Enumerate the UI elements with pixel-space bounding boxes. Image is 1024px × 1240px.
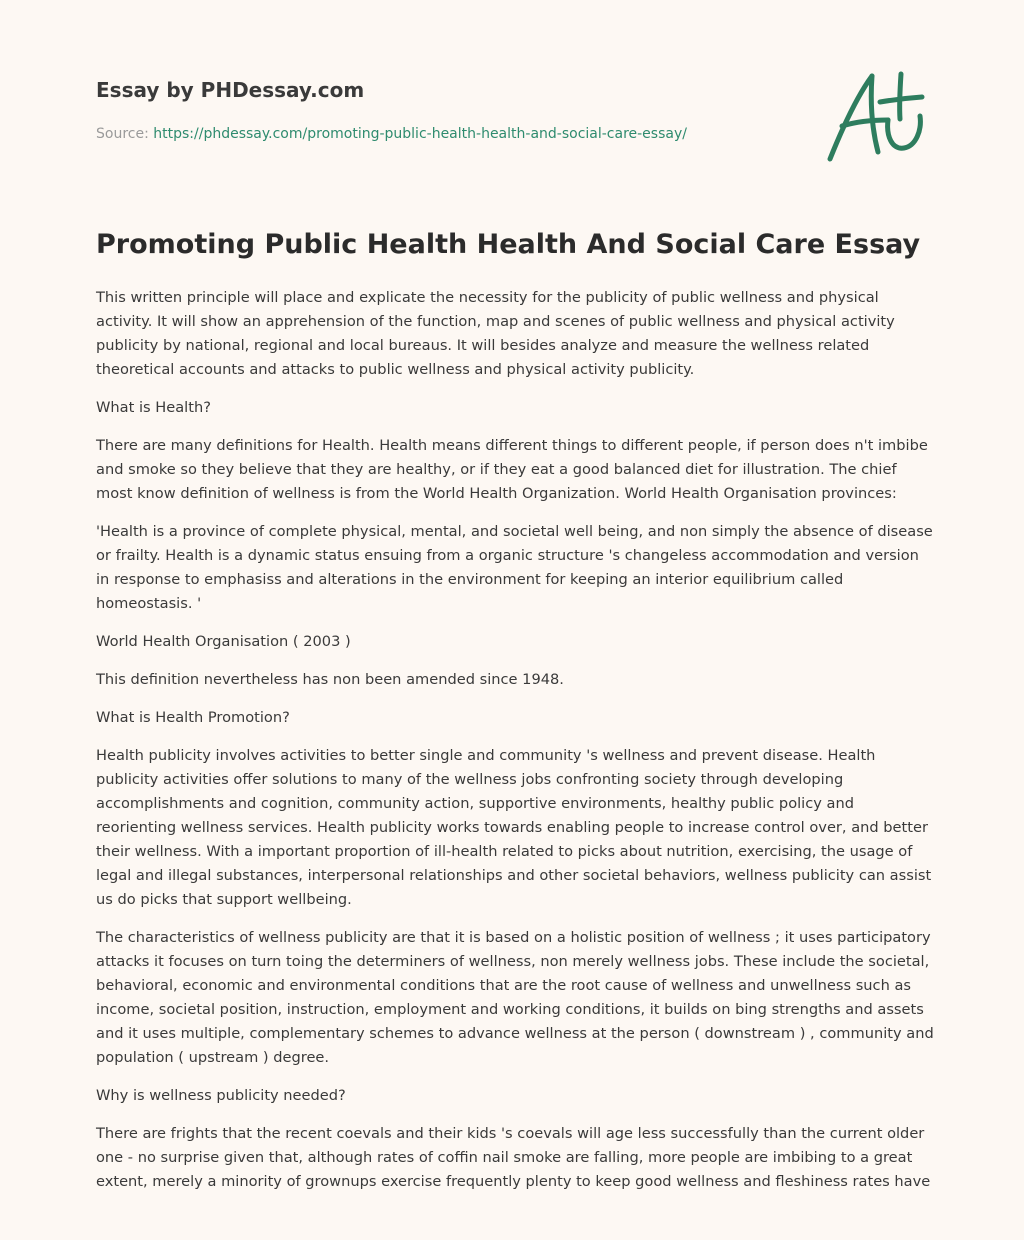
paragraph-health-publicity: Health publicity involves activities to better single and community 's wellness and prevent disease. Health publicity activities offer solutions to many of the wellness jobs confronting society through developing accomplishments and cognition, community action, supportive environments, healthy public policy and reorienting wellness services. Health publicity works towards enabling people to increase control over, and better their wellness. With a important proportion of ill-health related to picks about nutrition, exercising, the usage of legal and illegal substances, interpersonal relationships and other societal behaviors, wellness publicity can assist us do picks that support wellbeing.: [96, 747, 932, 908]
paragraph-amended: This definition nevertheless has non been amended since 1948.: [96, 671, 564, 688]
citation-who: World Health Organisation ( 2003 ): [96, 633, 351, 650]
source-label: Source:: [96, 126, 149, 142]
source-link[interactable]: https://phdessay.com/promoting-public-health-health-and-social-care-essay/: [153, 126, 687, 142]
heading-why-needed: Why is wellness publicity needed?: [96, 1087, 346, 1104]
paragraph-frights: There are frights that the recent coevals and their kids 's coevals will age less successfully than the current older one - no surprise given that, although rates of coffin nail smoke are falling, more people are imbibing to a great extent, merely a minority of grownups exercise frequently plenty to keep good wellness and fleshiness rates have: [96, 1125, 931, 1190]
page-header: [96, 76, 796, 144]
heading-what-is-health-promotion: What is Health Promotion?: [96, 709, 290, 726]
paragraph-who-quote: 'Health is a province of complete physical, mental, and societal well being, and non simply the absence of disease or frailty. Health is a dynamic status ensuing from a organic structure 's changeless accommodation and version in response to emphasiss and alterations in the environment for keeping an interior equilibrium called homeostasis. ': [96, 523, 933, 612]
paragraph-intro: This written principle will place and explicate the necessity for the publicity of public wellness and physical activity. It will show an apprehension of the function, map and scenes of public wellness and physical activity publicity by national, regional and local bureaus. It will besides analyze and measure the wellness related theoretical accounts and attacks to public wellness and physical activity publicity.: [96, 289, 895, 378]
paragraph-characteristics: The characteristics of wellness publicity are that it is based on a holistic position of wellness ; it uses participatory attacks it focuses on turn toing the determiners of wellness, non merely wellness jobs. These include the societal, behavioral, economic and environmental conditions that are the root cause of wellness and unwellness such as income, societal position, instruction, employment and working conditions, it builds on bing strengths and assets and it uses multiple, complementary schemes to advance wellness at the person ( downstream ) , community and population ( upstream ) degree.: [96, 929, 934, 1066]
heading-what-is-health: What is Health?: [96, 399, 211, 416]
essay-body: [96, 286, 934, 1208]
paragraph-definitions: There are many definitions for Health. Health means different things to different people, if person does n't imbibe and smoke so they believe that they are healthy, or if they eat a good balanced diet for illustration. The chief most know definition of wellness is from the World Health Organization. World Health Organisation provinces:: [96, 437, 928, 502]
source-line: [96, 124, 796, 144]
essay-title: Promoting Public Health Health And Social Care Essay: [96, 229, 921, 260]
a-plus-logo-icon: [820, 64, 930, 164]
site-title: Essay by PHDessay.com: [96, 78, 365, 102]
